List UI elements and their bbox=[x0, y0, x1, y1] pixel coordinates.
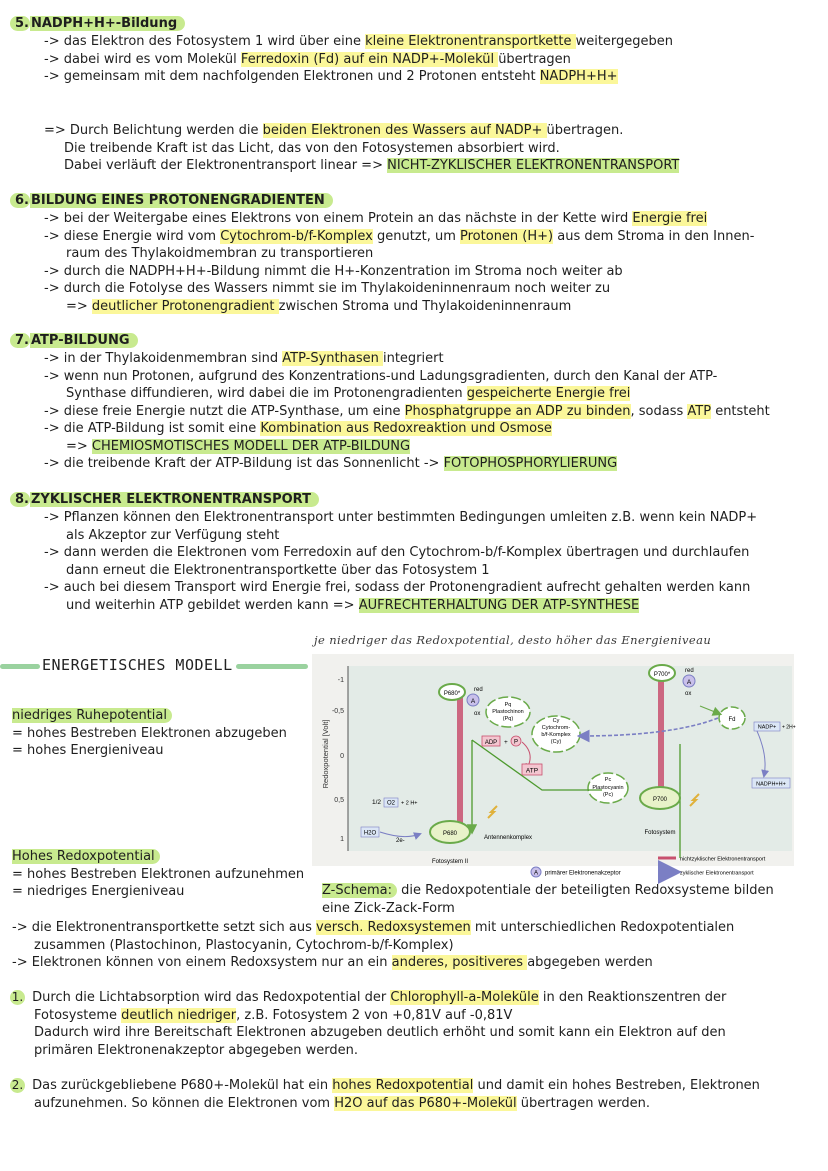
tick-label: -1 bbox=[337, 677, 344, 684]
svg-text:A: A bbox=[686, 679, 692, 686]
heading-text: ENERGETISCHES MODELL bbox=[42, 656, 233, 674]
text-line: -> diese freie Energie nutzt die ATP-Synthase, um eine Phosphatgruppe an ADP zu binden, sodass ATP entsteht bbox=[44, 403, 770, 419]
text-line: 1. Durch die Lichtabsorption wird das Redoxpotential der Chlorophyll-a-Moleküle in den Reaktionszentren der bbox=[11, 990, 727, 1005]
high-potential-label: Hohes Redoxpotential bbox=[12, 849, 160, 864]
text-line: -> bei der Weitergabe eines Elektrons von einem Protein an das nächste in der Kette wird Energie frei bbox=[44, 211, 708, 226]
svg-text:(Cy): (Cy) bbox=[550, 739, 562, 745]
text-line: als Akzeptor zur Verfügung steht bbox=[66, 527, 280, 543]
section-heading: 6. BILDUNG EINES PROTONENGRADIENTEN bbox=[10, 192, 820, 210]
text-line: -> durch die NADPH+H+-Bildung nimmt die H+-Konzentration im Stroma noch weiter ab bbox=[44, 263, 623, 279]
text-line: Dadurch wird ihre Bereitschaft Elektronen abzugeben deutlich erhöht und somit kann ein Elektron auf den bbox=[34, 1025, 726, 1040]
z-schema-diagram bbox=[312, 636, 794, 884]
svg-text:primärer Elektronenakzeptor: primärer Elektronenakzeptor bbox=[545, 870, 621, 877]
svg-text:b/f-Komplex: b/f-Komplex bbox=[541, 732, 571, 738]
tick-label: 0,5 bbox=[334, 797, 344, 804]
text-line: und weiterhin ATP gebildet werden kann => AUFRECHTERHALTUNG DER ATP-SYNTHESE bbox=[66, 597, 640, 613]
handwritten-note: je niedriger das Redoxpotential, desto höher das Energieniveau bbox=[314, 633, 712, 647]
section-heading: 7. ATP-BILDUNG bbox=[10, 332, 820, 350]
text-line: => deutlicher Protonengradient zwischen Stroma und Thylakoideninnenraum bbox=[66, 298, 572, 314]
text-line: -> auch bei diesem Transport wird Energie frei, sodass der Protonengradient aufrecht gehalten werden kann bbox=[44, 580, 751, 595]
low-potential-block: niedriges Ruhepotential = hohes Bestreben Elektronen abzugeben = hohes Energieniveau bbox=[12, 708, 287, 758]
svg-text:nichtzyklischer Elektronentran: nichtzyklischer Elektronentransport bbox=[680, 856, 766, 863]
text-line: Die treibende Kraft ist das Licht, das von den Fotosystemen absorbiert wird. bbox=[64, 140, 560, 156]
svg-text:zyklischer Elektronentransport: zyklischer Elektronentransport bbox=[680, 870, 754, 877]
redox-explanation bbox=[10, 919, 820, 972]
text-line: -> die ATP-Bildung ist somit eine Kombination aus Redoxreaktion und Osmose bbox=[44, 421, 552, 436]
svg-text:Fotosystem II: Fotosystem II bbox=[431, 859, 469, 865]
high-potential-block: Hohes Redoxpotential = hohes Bestreben Elektronen aufzunehmen = niedriges Energieniveau bbox=[12, 849, 305, 899]
svg-text:ADP: ADP bbox=[484, 740, 498, 746]
heading-bar-left bbox=[0, 664, 40, 669]
heading-bar-right bbox=[236, 664, 308, 669]
z-schema-caption: Z-Schema: die Redoxpotentiale der beteiligten Redoxsysteme bilden eine Zick-Zack-Form bbox=[322, 883, 774, 916]
svg-text:Fd: Fd bbox=[728, 717, 736, 723]
text-line: -> durch die Fotolyse des Wassers nimmt sie im Thylakoideninnenraum noch weiter zu bbox=[44, 281, 611, 296]
text-line: zusammen (Plastochinon, Plastocyanin, Cytochrom-b/f-Komplex) bbox=[34, 937, 454, 953]
point-1 bbox=[10, 989, 820, 1059]
section-nadph bbox=[10, 15, 820, 86]
svg-text:O2: O2 bbox=[386, 800, 396, 807]
text-line: -> das Elektron des Fotosystem 1 wird über eine kleine Elektronentransportkette weitergegeben bbox=[44, 34, 674, 49]
svg-text:H2O: H2O bbox=[363, 830, 377, 837]
energetic-model-heading bbox=[0, 654, 310, 678]
text-line: -> in der Thylakoidenmembran sind ATP-Synthasen integriert bbox=[44, 351, 444, 366]
svg-text:Cytochrom-: Cytochrom- bbox=[541, 725, 571, 731]
text-line: dann erneut die Elektronentransportkette über das Fotosystem 1 bbox=[66, 562, 490, 578]
plot-area bbox=[348, 666, 792, 851]
svg-text:2e-: 2e- bbox=[396, 838, 405, 844]
svg-text:ox: ox bbox=[474, 711, 481, 717]
text-line: => CHEMIOSMOTISCHES MODELL DER ATP-BILDUNG bbox=[66, 438, 411, 454]
svg-text:P680: P680 bbox=[442, 831, 458, 837]
section-atp-bildung bbox=[10, 332, 820, 473]
svg-text:Antennenkomplex: Antennenkomplex bbox=[484, 835, 533, 841]
text-line: -> die treibende Kraft der ATP-Bildung ist das Sonnenlicht -> FOTOPHOSPHORYLIERUNG bbox=[44, 456, 618, 471]
text-line: 2. Das zurückgebliebene P680+-Molekül hat ein hohes Redoxpotential und damit ein hohes Bestreben, Elektronen bbox=[11, 1078, 760, 1093]
y-axis-label: Redoxpotential [Volt] bbox=[321, 719, 330, 789]
text-line: -> diese Energie wird vom Cytochrom-b/f-Komplex genutzt, um Protonen (H+) aus dem Stroma in den Innen- bbox=[44, 228, 755, 244]
svg-text:Fotosystem: Fotosystem bbox=[644, 830, 676, 836]
svg-text:P700: P700 bbox=[652, 797, 668, 803]
svg-text:(Pq): (Pq) bbox=[502, 716, 514, 722]
conclusion-block bbox=[10, 122, 820, 175]
section-heading: 5. NADPH+H+-Bildung bbox=[10, 15, 820, 33]
svg-text:NADP+: NADP+ bbox=[757, 724, 777, 731]
svg-text:red: red bbox=[474, 687, 483, 693]
text-line: -> dann werden die Elektronen vom Ferredoxin auf den Cytochrom-b/f-Komplex übertragen und durchlaufen bbox=[44, 545, 750, 560]
svg-text:+ 2H+: + 2H+ bbox=[782, 724, 796, 731]
svg-text:+ 2 H+: + 2 H+ bbox=[401, 800, 418, 807]
text-line: -> Pflanzen können den Elektronentransport unter bestimmten Bedingungen umleiten z.B. wenn kein NADP+ bbox=[44, 510, 758, 525]
svg-text:+: + bbox=[504, 739, 508, 746]
text-line: Dabei verläuft der Elektronentransport linear => NICHT-ZYKLISCHER ELEKTRONENTRANSPORT bbox=[64, 158, 680, 173]
number-badge: 2. bbox=[11, 1078, 24, 1092]
ps1-excitation-arrow bbox=[658, 676, 664, 794]
text-line: -> gemeinsam mit dem nachfolgenden Elektronen und 2 Protonen entsteht NADPH+H+ bbox=[44, 69, 618, 84]
svg-text:1/2: 1/2 bbox=[372, 799, 382, 806]
svg-text:A: A bbox=[533, 870, 539, 877]
section-zyklisch bbox=[10, 491, 820, 614]
tick-label: -0,5 bbox=[331, 708, 344, 715]
section-protonengradient bbox=[10, 192, 820, 315]
svg-text:A: A bbox=[470, 698, 476, 705]
svg-text:NADPH+H+: NADPH+H+ bbox=[756, 781, 786, 788]
tick-label: 1 bbox=[340, 836, 344, 843]
svg-text:P: P bbox=[513, 739, 519, 746]
text-line: Fotosysteme deutlich niedriger, z.B. Fotosystem 2 von +0,81V auf -0,81V bbox=[34, 1007, 513, 1023]
svg-text:P680*: P680* bbox=[443, 691, 461, 697]
ps2-excitation-arrow bbox=[457, 694, 463, 826]
svg-text:Plastochinon: Plastochinon bbox=[492, 709, 524, 715]
svg-text:ATP: ATP bbox=[525, 767, 539, 775]
svg-text:(Pc): (Pc) bbox=[602, 792, 614, 798]
section-heading: 8. ZYKLISCHER ELEKTRONENTRANSPORT bbox=[10, 491, 820, 509]
number-badge: 1. bbox=[11, 990, 24, 1004]
svg-text:Plastocyanin: Plastocyanin bbox=[592, 785, 624, 791]
text-line: primären Elektronenakzeptor abgegeben werden. bbox=[34, 1042, 359, 1058]
text-line: -> dabei wird es vom Molekül Ferredoxin (Fd) auf ein NADP+-Molekül übertragen bbox=[44, 51, 571, 67]
svg-text:Pq: Pq bbox=[504, 702, 512, 708]
text-line: raum des Thylakoidmembran zu transportieren bbox=[66, 246, 374, 261]
text-line: => Durch Belichtung werden die beiden Elektronen des Wassers auf NADP+ übertragen. bbox=[44, 123, 624, 138]
svg-text:red: red bbox=[685, 668, 694, 674]
point-2 bbox=[10, 1077, 820, 1112]
text-line: Synthase diffundieren, wird dabei die im Protonengradienten gespeicherte Energie frei bbox=[66, 386, 631, 401]
low-potential-label: niedriges Ruhepotential bbox=[12, 708, 172, 723]
text-line: -> die Elektronentransportkette setzt sich aus versch. Redoxsystemen mit unterschiedlichen Redoxpotentialen bbox=[12, 920, 735, 935]
text-line: aufzunehmen. So können die Elektronen vom H2O auf das P680+-Molekül übertragen werden. bbox=[34, 1095, 651, 1111]
text-line: -> Elektronen können von einem Redoxsystem nur an ein anderes, positiveres abgegeben werden bbox=[12, 955, 653, 970]
svg-text:Pc: Pc bbox=[604, 777, 612, 783]
svg-text:ox: ox bbox=[685, 691, 692, 697]
svg-text:P700*: P700* bbox=[653, 672, 671, 678]
svg-text:Cy: Cy bbox=[552, 718, 560, 724]
text-line: -> wenn nun Protonen, aufgrund des Konzentrations-und Ladungsgradienten, durch den Kanal der ATP- bbox=[44, 368, 718, 384]
tick-label: 0 bbox=[340, 753, 344, 760]
